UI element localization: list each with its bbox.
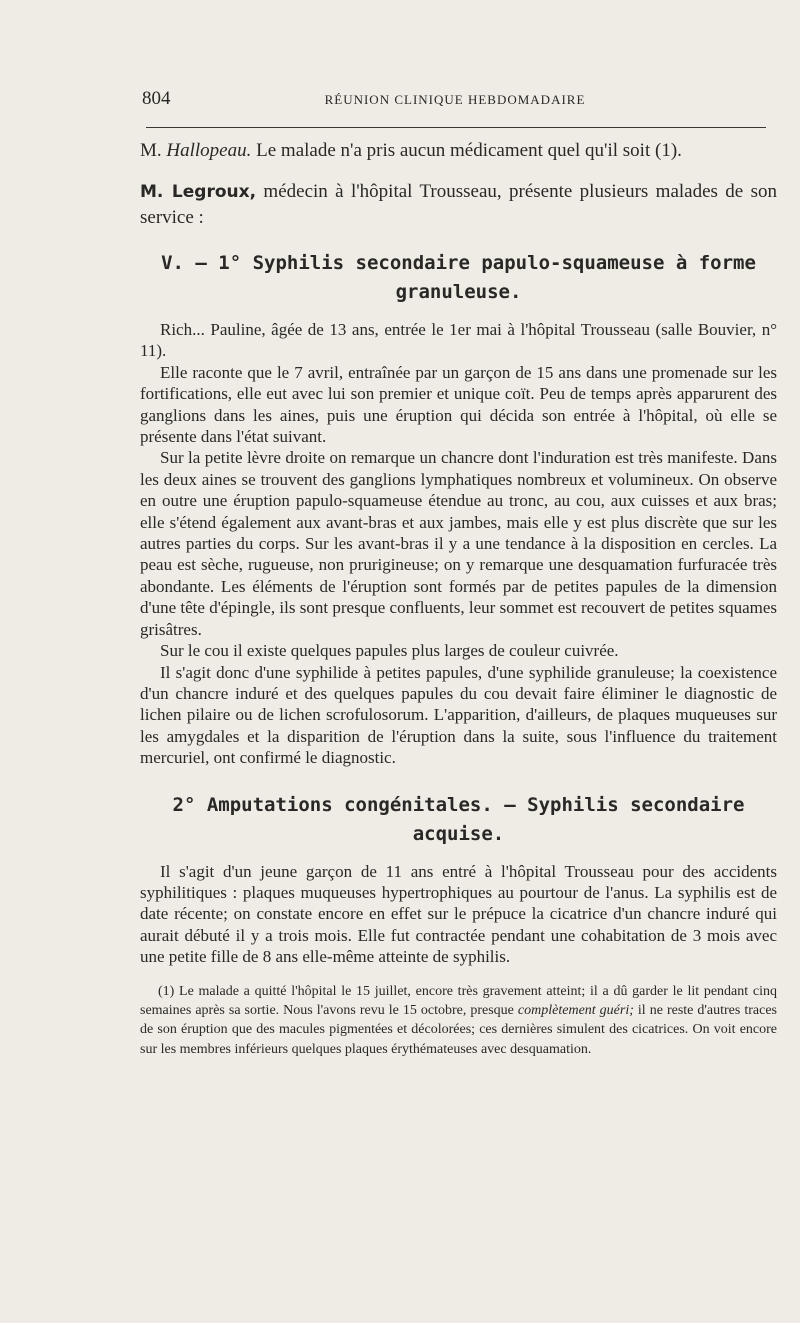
speaker-name-hallopeau: Hallopeau. — [166, 140, 252, 161]
footnote-emphasis: complètement guéri; — [517, 1002, 634, 1018]
section-2-paragraph: Il s'agit d'un jeune garçon de 11 ans entré à l'hôpital Trousseau pour des accidents syphilitiques : plaques muqueuses hypertrophiques au pourtour de l'anus. La syphilis est de date récente; on constate encore en effet sur le prépuce la cicatrice d'un chancre induré qui aurait débuté il y a trois mois. Elle fut contractée pendant une cohabitation de 3 mois avec une petite fille de 8 ans elle-même atteinte de syphilis. — [140, 861, 777, 967]
footnote — [140, 982, 777, 1060]
section-2-title-line1: 2° Amputations congénitales. — Syphilis secondaire — [172, 793, 745, 816]
intro-text-legroux: médecin à l'hôpital Trousseau, présente plusieurs malades de son service : — [140, 181, 777, 228]
section-1-title-line2: granuleuse. — [395, 281, 522, 303]
header-rule — [146, 127, 766, 128]
speaker-prefix: M. — [140, 140, 167, 161]
section-1-paragraph: Sur la petite lèvre droite on remarque un chancre dont l'induration est très manifeste. Dans les deux aines se trouvent des ganglions lymphatiques nombreux et volumineux. On observe en outre une éruption papulo-squameuse étendue au tronc, au cou, aux cuisses et aux bras; elle s'étend également aux avant-bras et aux jambes, mais elle y est plus discrète que sur les autres parties du corps. Sur les avant-bras il y a une tendance à la disposition en cercles. La peau est sèche, rugueuse, non prurigineuse; on y remarque une desquamation furfuracée très abondante. Les éléments de l'éruption sont formés par de petites papules de la dimension d'une tête d'épingle, ils sont presque confluents, leur sommet est recouvert de petites squames grisâtres. — [140, 448, 777, 639]
intro-paragraph-hallopeau — [140, 138, 777, 164]
section-1-paragraph: Il s'agit donc d'une syphilide à petites papules, d'une syphilide granuleuse; la coexistence d'un chancre induré et des quelques papules du cou devait faire éliminer le diagnostic de lichen pilaire ou de lichen scrofulosorum. L'apparition, d'ailleurs, de plaques muqueuses sur les amygdales et la disparition de l'éruption dans la suite, sous l'influence du traitement mercuriel, ont confirmé le diagnostic. — [140, 662, 777, 768]
section-1-title-line1: V. — 1° Syphilis secondaire papulo-squameuse à forme — [161, 252, 756, 274]
page-body — [140, 138, 777, 1073]
footnote-text-end: il ne reste d'autres traces de son éruption que des macules pigmentées et décolorées; ces dernières simulent des cicatrices. On voit encore sur les membres inférieurs quelques plaques érythémateuses avec desquamation. — [140, 1002, 777, 1057]
section-1-paragraph: Rich... Pauline, âgée de 13 ans, entrée le 1er mai à l'hôpital Trousseau (salle Bouvier, n° 11). — [140, 320, 777, 361]
page-header — [142, 88, 768, 114]
intro-paragraph-legroux — [140, 179, 777, 231]
section-2-title-line2: acquise. — [412, 822, 505, 845]
intro-text-hallopeau: Le malade n'a pris aucun médicament quel qu'il soit (1). — [251, 140, 682, 161]
section-1-paragraph: Sur le cou il existe quelques papules plus larges de couleur cuivrée. — [160, 641, 619, 661]
page-number: 804 — [142, 88, 171, 109]
running-title: RÉUNION CLINIQUE HEBDOMADAIRE — [324, 92, 586, 107]
speaker-name-legroux: M. Legroux, — [140, 182, 257, 202]
section-1-title — [140, 249, 777, 307]
section-1-paragraph: Elle raconte que le 7 avril, entraînée par un garçon de 15 ans dans une promenade sur les fortifications, elle eut avec lui son premier et unique coït. Peu de temps après apparurent des ganglions dans les aines, puis une éruption qui décida son entrée à l'hôpital, où elle se présente dans l'état suivant. — [140, 362, 777, 447]
section-2-title — [140, 791, 777, 849]
footnote-text-start: (1) Le malade a quitté l'hôpital le 15 juillet, encore très gravement atteint; il a dû garder le lit pendant cinq semaines après sa sortie. Nous l'avons revu le 15 octobre, presque — [140, 983, 777, 1018]
